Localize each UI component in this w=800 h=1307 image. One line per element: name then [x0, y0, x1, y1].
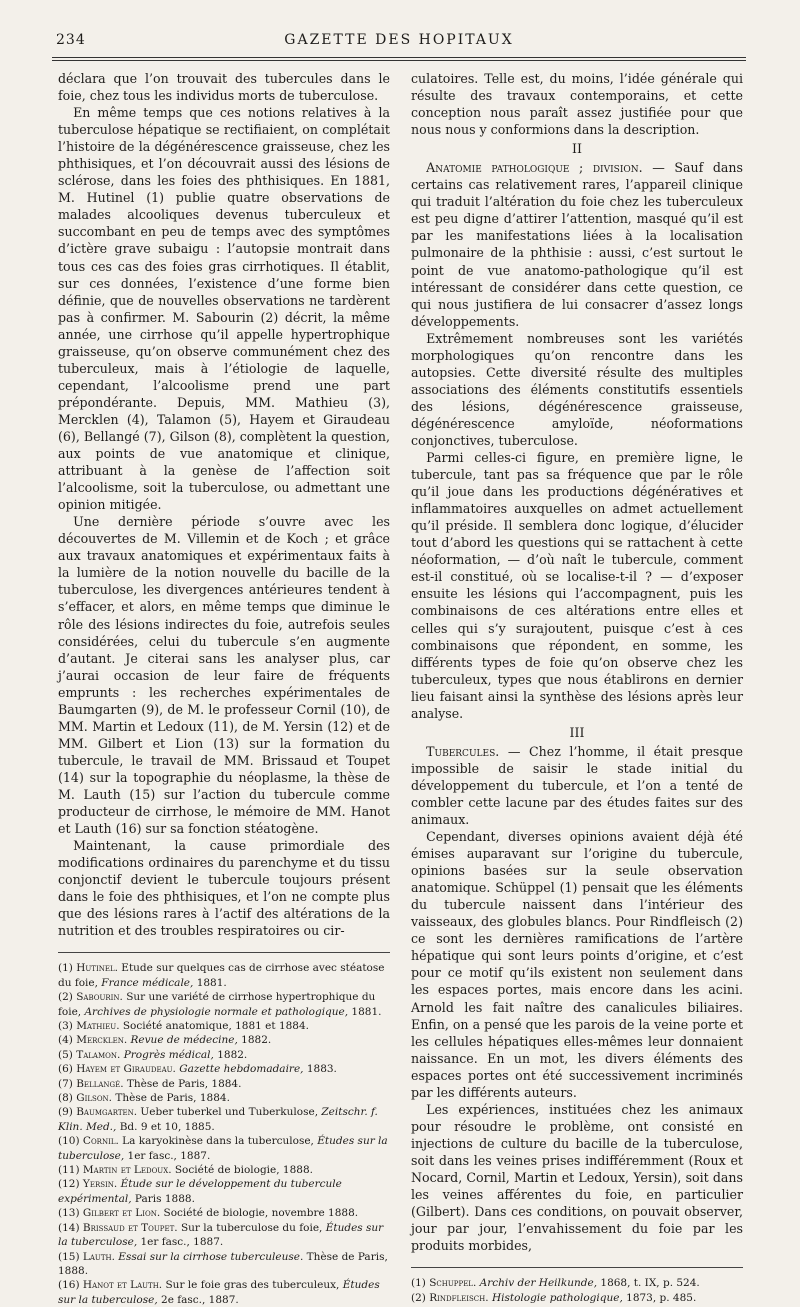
footnote-tail: 1881. [193, 976, 227, 989]
paragraph: Une dernière période s’ouvre avec les découvertes de M. Villemin et de Koch ; et grâce aux travaux anatomiques et expérimentaux faits à la lumière de la notion nouvelle du bacille de la tuberculose, les divergences antérieures tendent à s’effacer, et alors, en même temps que diminue le rôle des lésions indirectes du foie, autrefois seules considérées, celui du tubercule s’en augmente d’autant. Je citerai sans les analyser plus, car j’aurai occasion de leur faire de fréquents emprunts : les recherches expérimentales de Baumgarten (9), de M. le professeur Cornil (10), de MM. Martin et Ledoux (11), de M. Yersin (12) et de MM. Gilbert et Lion (13) sur la formation du tubercule, le travail de MM. Brissaud et Toupet (14) sur la topographie du néoplasme, la thèse de M. Lauth (15) sur l’action du tubercule comme producteur de cirrhose, le mémoire de MM. Hanot et Lauth (16) sur sa fonction stéatogène. [58, 514, 390, 837]
footnote [58, 1033, 390, 1047]
footnote-text: Ueber tuberkel und Tuberkulose, [137, 1106, 319, 1119]
footnote-tail: Bd. 9 et 10, 1885. [116, 1120, 215, 1133]
paragraph-text: — Chez l’homme, il était presque impossible de saisir le stade initial du développement du tubercule, et l’on a tenté de combler cette lacune par des études faites sur des animaux. [411, 743, 743, 828]
footnote-author: Gilson. [76, 1092, 113, 1105]
footnote [58, 1105, 390, 1134]
footnotes-left [58, 961, 390, 1307]
footnote-text: La karyokinèse dans la tuberculose, [118, 1135, 314, 1148]
header-rule-double [52, 60, 746, 61]
footnote-tail: 1er fasc., 1887. [124, 1149, 211, 1162]
footnote-number: (9) [58, 1106, 77, 1119]
footnote-number: (16) [58, 1279, 83, 1292]
footnote [58, 1206, 390, 1220]
left-column [58, 70, 390, 1307]
footnote-rule [58, 952, 390, 953]
footnote-title: Zeitschr. f. Klin. Med., [58, 1106, 378, 1133]
footnote [58, 961, 390, 990]
footnote [58, 1221, 390, 1250]
footnote-number: (6) [58, 1063, 77, 1076]
footnote-author: Yersin. [82, 1178, 118, 1191]
footnote-author: Schuppel. [429, 1277, 477, 1290]
footnote-author: Hanot et Lauth. [82, 1279, 163, 1292]
footnote-tail: 2e fasc., 1887. [157, 1293, 239, 1306]
footnote-number: (10) [58, 1135, 83, 1148]
footnote-author: Mercklen. [76, 1034, 128, 1047]
footnote [58, 1091, 390, 1105]
footnote-tail: 1er fasc., 1887. [137, 1236, 224, 1249]
footnote-number: (2) [58, 991, 77, 1004]
footnote [58, 1163, 390, 1177]
footnote-number: (7) [58, 1077, 77, 1090]
footnote-title: Études sur la tuberculose, [58, 1279, 380, 1306]
footnote-number: (2) [411, 1291, 430, 1304]
footnote [58, 1077, 390, 1091]
footnote-text: Société de biologie, 1888. [171, 1164, 313, 1177]
footnote-number: (4) [58, 1034, 77, 1047]
footnote-text: Sur la tuberculose du foie, [177, 1221, 323, 1234]
paragraph: En même temps que ces notions relatives à la tuberculose hépatique se rectifiaient, on complétait l’histoire de la dégénérescence graisseuse, chez les phthisiques, et l’on découvrait aussi des lésions de sclérose, dans les foies des phthisiques. En 1881, M. Hutinel (1) publie quatre observations de malades alcooliques devenus tuberculeux et succombant en peu de temps avec des symptômes d’ictère grave subaigu : l’autopsie montrait dans tous ces cas des foies gras cirrhotiques. Il établit, sur ces données, l’existence d’une forme bien définie, que de nouvelles observations ne tardèrent pas à confirmer. M. Sabourin (2) décrit, la même année, une cirrhose qu’il appelle hypertrophique graisseuse, qu’on observe communément chez des tuberculeux, mais à l’étiologie de laquelle, cependant, l’alcoolisme prend une part prépondérante. Depuis, MM. Mathieu (3), Mercklen (4), Talamon (5), Hayem et Giraudeau (6), Bellangé (7), Gilson (8), complètent la question, aux points de vue anatomique et clinique, attribuant à la genèse de l’affection soit l’alcoolisme, soit la tuberculose, ou admettant une opinion mitigée. [58, 105, 390, 513]
footnote-text: Etude sur quelques cas de cirrhose avec stéatose du foie, [58, 962, 385, 989]
paragraph: culatoires. Telle est, du moins, l’idée générale qui résulte des travaux contemporains, et cette conception nous paraît assez justifiée pour que nous nous y conformions dans la description. [411, 71, 743, 138]
footnote-title: Étude sur le développement du tubercule expérimental, [58, 1178, 342, 1205]
footnote [58, 1177, 390, 1206]
footnote-author: Martin et Ledoux. [82, 1164, 172, 1177]
footnote [411, 1291, 743, 1305]
footnote-number: (13) [58, 1207, 83, 1220]
footnote-title: Études sur la tuberculose, [58, 1221, 384, 1249]
footnote-author: Talamon. [76, 1048, 121, 1061]
footnote-number: (14) [58, 1221, 83, 1234]
paragraph: Parmi celles-ci figure, en première ligne, le tubercule, tant pas sa fréquence que par le rôle qu’il joue dans les productions dégénératives et inflammatoires auxquelles on admet actuellement qu’il préside. Il semblera donc logique, d’élucider tout d’abord les questions qui se rattachent à cette néoformation, — d’où naît le tubercule, comment est-il constitué, où se localise-t-il ? — d’exposer ensuite les lésions qui l’accompagnent, puis les combinaisons de ces altérations entre elles et celles qui s’y surajoutent, puisque c’est à ces combinaisons que répondent, en somme, les différents types de foie qu’on observe chez les tuberculeux, types que nous établirons en dernier lieu faisant ainsi la synthèse des lésions après leur analyse. [411, 450, 743, 721]
footnote-text: Thèse de Paris, 1884. [112, 1092, 230, 1105]
section-lead: Anatomie pathologique ; division. [426, 160, 643, 176]
footnote [58, 1062, 390, 1076]
footnote-tail: 1882. [237, 1034, 272, 1047]
footnote-text: Société de biologie, novembre 1888. [160, 1207, 359, 1220]
section-numeral: III [569, 724, 585, 740]
footnote-number: (11) [58, 1164, 83, 1177]
header-rule [52, 57, 746, 58]
footnote-author: Sabourin. [76, 991, 123, 1004]
footnote-title: Archives de physiologie normale et pathologique, [81, 1005, 349, 1018]
footnote-author: Brissaud et Toupet. [82, 1221, 178, 1234]
paragraph: Extrêmement nombreuses sont les variétés morphologiques qu’on rencontre dans les autopsies. Cette diversité résulte des multiples associations des éléments constitutifs essentiels des lésions, dégénérescence graisseuse, dégénérescence amyloïde, néoformations conjonctives, tuberculose. [411, 330, 743, 448]
footnote-author: Gilbert et Lion. [82, 1207, 161, 1220]
footnote-text: Sur une variété de cirrhose hypertrophique du foie, [58, 991, 376, 1018]
footnote-author: Hayem et Giraudeau. [76, 1063, 176, 1076]
footnote-tail: 1881. [348, 1005, 382, 1018]
footnote [58, 1278, 390, 1307]
footnote-text: Thèse de Paris, 1884. [123, 1077, 242, 1090]
footnote-number: (12) [58, 1178, 83, 1191]
footnote-text: Sur le foie gras des tuberculeux, [162, 1279, 340, 1292]
section-lead: Tubercules. [426, 743, 500, 759]
page-header [52, 30, 746, 56]
footnote-number: (3) [58, 1020, 77, 1033]
footnote-tail: 1882. [213, 1048, 248, 1061]
footnote-author: Rindfleisch. [429, 1291, 489, 1304]
right-column [411, 70, 743, 1305]
footnote [58, 1048, 390, 1062]
footnote [58, 1250, 390, 1279]
footnote-number: (5) [58, 1048, 77, 1061]
footnote [58, 990, 390, 1019]
paragraph: Maintenant, la cause primordiale des modifications ordinaires du parenchyme et du tissu conjonctif devient le tubercule toujours présent dans le foie des phthisiques, et l’on ne compte plus que des lésions rares à l’actif des altérations de la nutrition et des troubles respiratoires ou cir- [58, 838, 390, 939]
journal-title: GAZETTE DES HOPITAUX [284, 32, 514, 48]
footnote-title: Essai sur la cirrhose tuberculeuse. [114, 1250, 304, 1263]
footnote-number: (8) [58, 1092, 77, 1105]
paragraph-text: — Sauf dans certains cas relativement rares, l’appareil clinique qui traduit l’altération du foie chez les tuberculeux est peu digne d’attirer l’attention, masqué qu’il est par les manifestations liées à la localisation pulmonaire de la phthisie : aussi, c’est surtout le point de vue anatomo-pathologique qu’il est intéressant de considérer dans cette question, ce qui nous justifiera de lui consacrer d’assez longs développements. [411, 160, 744, 329]
footnote-title: France médicale, [97, 976, 194, 989]
paragraph: Cependant, diverses opinions avaient déjà été émises auparavant sur l’origine du tubercule, opinions basées sur la seule observation anatomique. Schüppel (1) pensait que les éléments du tubercule naissent dans l’intérieur des vaisseaux, des globules blancs. Pour Rindfleisch (2) ce sont les dernières ramifications de l’artère hépatique qui sont leurs points d’origine, et c’est pour ce motif qu’ils existent non seulement dans les espaces portes, mais encore dans les acini. Arnold les fait naître des canalicules biliaires. Enfin, on a pensé que les parois de la veine porte et les cellules hépatiques elles-mêmes leur donnaient naissance. En un mot, les divers éléments des espaces portes ont été successivement incriminés par les différents auteurs. [411, 829, 743, 1100]
footnote-title: Histologie pathologique, [488, 1291, 623, 1304]
footnote-author: Mathieu. [76, 1020, 120, 1033]
footnote-number: (1) [58, 962, 77, 975]
footnote-title: Progrès médical, [120, 1048, 214, 1061]
footnote-title: Revue de médecine, [127, 1034, 238, 1047]
footnote-title: Études sur la tuberculose, [58, 1135, 388, 1162]
footnote-rule [411, 1267, 743, 1268]
footnote-tail: 1883. [303, 1063, 337, 1076]
section-paragraph [411, 743, 743, 828]
section-paragraph [411, 159, 743, 329]
footnotes-right [411, 1276, 743, 1305]
footnote-author: Bellangé. [76, 1077, 124, 1090]
footnote-tail: Thèse de Paris, 1888. [58, 1250, 388, 1277]
footnote-number: (15) [58, 1250, 83, 1263]
footnote [58, 1019, 390, 1033]
footnote-tail: 1873, p. 485. [622, 1291, 697, 1304]
footnote-author: Lauth. [82, 1250, 115, 1263]
footnote-author: Hutinel. [76, 962, 118, 975]
footnote-tail: Paris 1888. [131, 1192, 195, 1205]
paragraph: Les expériences, instituées chez les animaux pour résoudre le problème, ont consisté en injections de culture du bacille de la tuberculose, soit dans les veines prises indifféremment (Roux et Nocard, Cornil, Martin et Ledoux, Yersin), soit dans les veines afférentes du foie, en particulier (Gilbert). Dans ces conditions, on pouvait observer, jour par jour, l’envahissement du foie par les produits morbides, [411, 1101, 743, 1254]
paragraph: déclara que l’on trouvait des tubercules dans le foie, chez tous les individus morts de tuberculose. [58, 71, 390, 104]
section-numeral: II [572, 141, 582, 157]
footnote [58, 1134, 390, 1163]
footnote-author: Cornil. [82, 1135, 119, 1148]
footnote-number: (1) [411, 1277, 430, 1290]
footnote-author: Baumgarten. [76, 1106, 138, 1119]
footnote [411, 1276, 743, 1290]
footnote-title: Archiv der Heilkunde, [476, 1277, 598, 1290]
footnote-text: Société anatomique, 1881 et 1884. [119, 1020, 310, 1033]
page-number: 234 [56, 32, 86, 48]
footnote-tail: 1868, t. IX, p. 524. [597, 1277, 700, 1290]
footnote-title: Gazette hebdomadaire, [175, 1063, 304, 1076]
